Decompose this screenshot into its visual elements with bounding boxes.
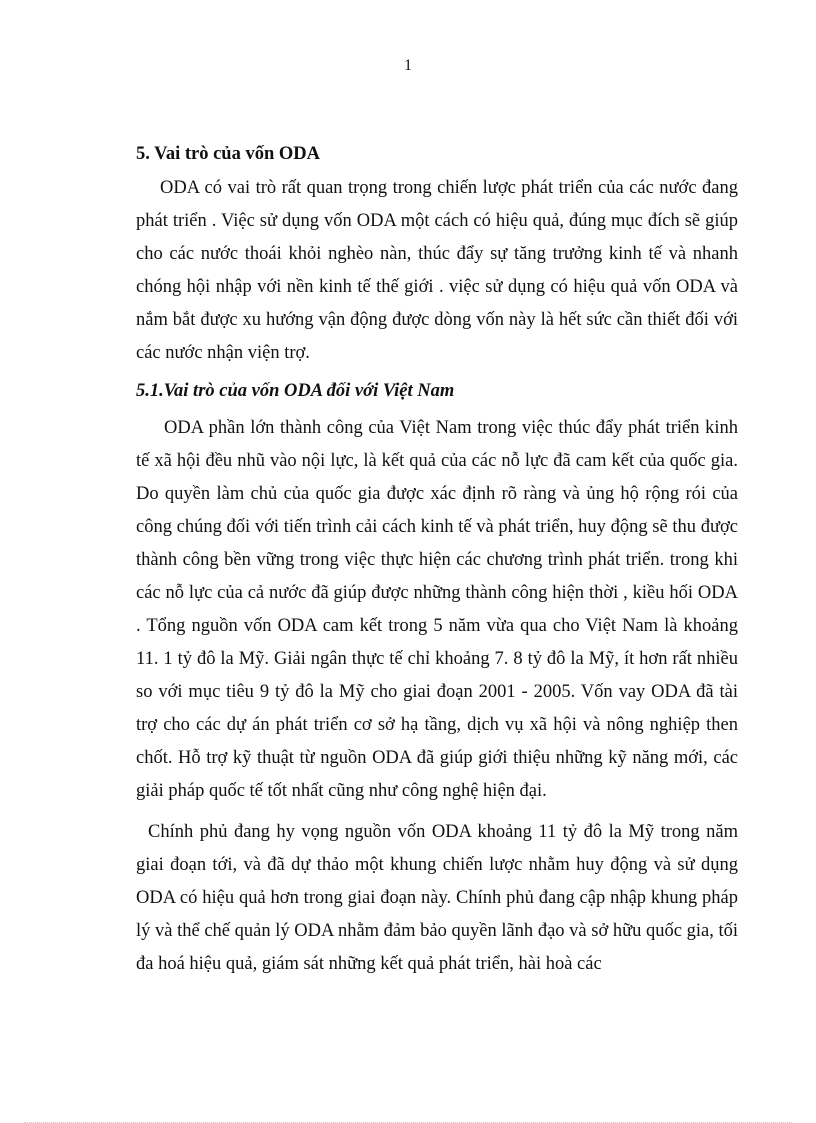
section-heading: 5. Vai trò của vốn ODA [136,144,320,164]
document-body [136,140,738,981]
subsection-heading: 5.1.Vai trò của vốn ODA đối với Việt Nam [136,381,455,401]
subsection-paragraph-2: Chính phủ đang hy vọng nguồn vốn ODA khoảng 11 tỷ đô la Mỹ trong năm giai đoạn tới, và đã dự thảo một khung chiến lược nhằm huy động và sử dụng ODA có hiệu quả hơn trong giai đoạn này. Chính phủ đang cập nhập khung pháp lý và thể chế quản lý ODA nhằm đảm bảo quyền lãnh đạo và sở hữu quốc gia, tối đa hoá hiệu quả, giám sát những kết quả phát triển, hài hoà các [136,822,738,974]
section-intro-paragraph: ODA có vai trò rất quan trọng trong chiến lược phát triển của các nước đang phát triển . Việc sử dụng vốn ODA một cách có hiệu quả, đúng mục đích sẽ giúp cho các nước thoái khỏi nghèo nàn, thúc đẩy sự tăng trưởng kinh tế và nhanh chóng hội nhập với nền kinh tế thế giới . việc sử dụng có hiệu quả vốn ODA và nắm bắt được xu hướng vận động được dòng vốn này là hết sức cần thiết đối với các nước nhận viện trợ. [136,178,738,363]
page-number: 1 [404,57,412,74]
subsection-paragraph-1: ODA phần lớn thành công của Việt Nam trong việc thúc đẩy phát triển kinh tế xã hội đều nhũ vào nội lực, là kết quả của các nỗ lực đã cam kết của quốc gia. Do quyền làm chủ của quốc gia được xác định rõ ràng và ủng hộ rộng rói của công chúng đối với tiến trình cải cách kinh tế và phát triển, huy động sẽ thu được thành công bền vững trong việc thực hiện các chương trình phát triển. trong khi các nỗ lực của cả nước đã giúp được những thành công hiện thời , kiều hối ODA . Tổng nguồn vốn ODA cam kết trong 5 năm vừa qua cho Việt Nam là khoảng 11. 1 tỷ đô la Mỹ. Giải ngân thực tế chỉ khoảng 7. 8 tỷ đô la Mỹ, ít hơn rất nhiều so với mục tiêu 9 tỷ đô la Mỹ cho giai đoạn 2001 - 2005. Vốn vay ODA đã tài trợ cho các dự án phát triển cơ sở hạ tầng, dịch vụ xã hội và nông nghiệp then chốt. Hỗ trợ kỹ thuật từ nguồn ODA đã giúp giới thiệu những kỹ năng mới, các giải pháp quốc tế tốt nhất cũng như công nghệ hiện đại. [136,418,738,801]
